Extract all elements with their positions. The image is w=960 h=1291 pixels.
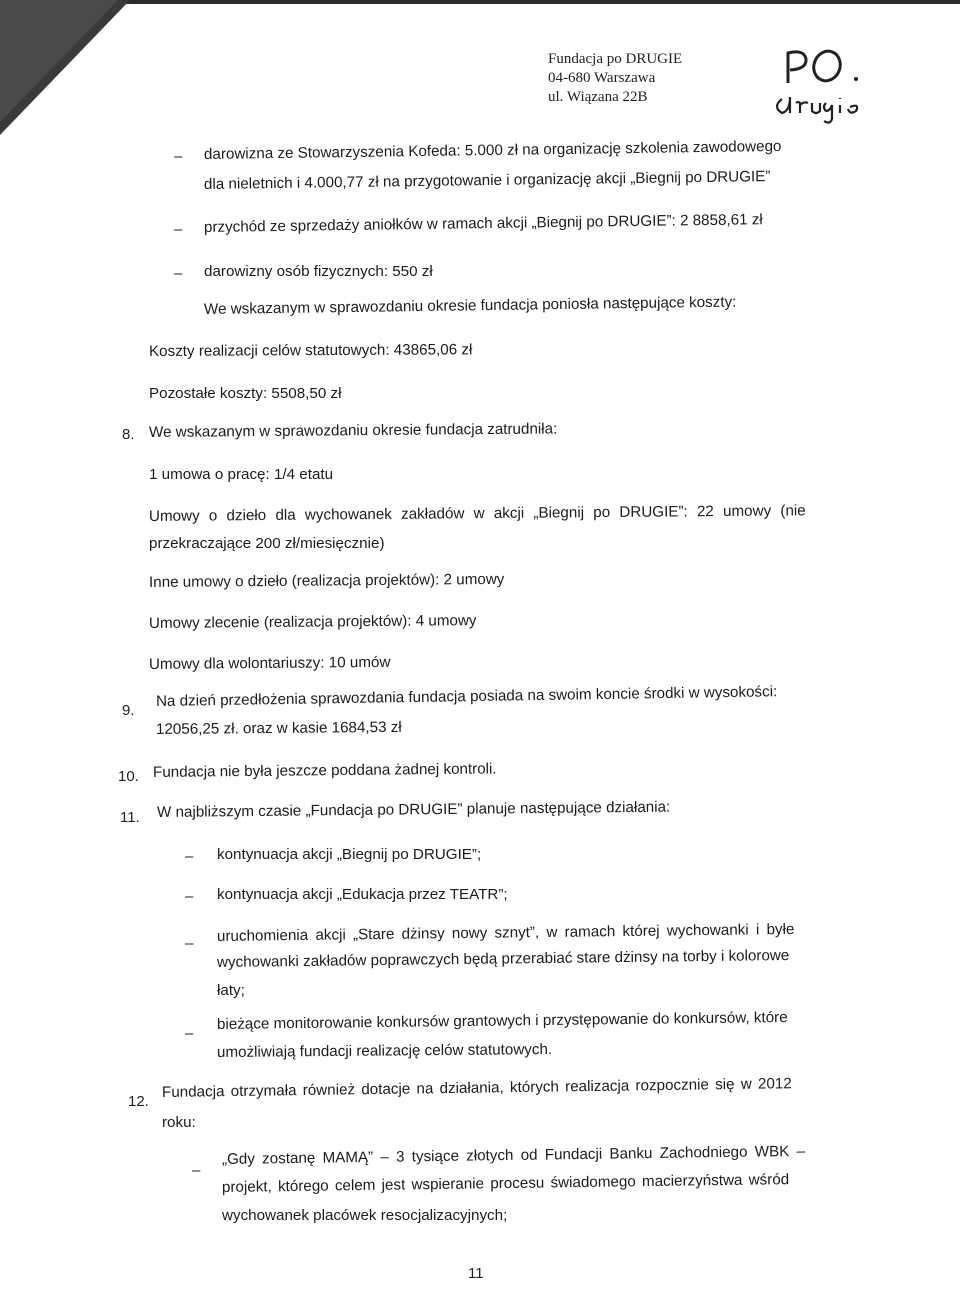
plan-item-4-line-1: bieżące monitorowanie konkursów grantowych i przystępowanie do konkursów, które bbox=[216, 1009, 788, 1033]
org-name: Fundacja po DRUGIE bbox=[548, 51, 683, 67]
section-12-number: 12. bbox=[128, 1093, 149, 1110]
section-9-line-2: 12056,25 zł. oraz w kasie 1684,53 zł bbox=[155, 718, 402, 738]
dash-bullet: – bbox=[185, 935, 194, 952]
org-street: ul. Wiązana 22B bbox=[548, 89, 648, 105]
dash-bullet: – bbox=[174, 265, 183, 282]
section-9-line-1: Na dzień przedłożenia sprawozdania fundacja posiada na swoim koncie środki w wysokości: bbox=[155, 683, 778, 710]
income-item-3: darowizny osób fizycznych: 550 zł bbox=[204, 263, 433, 280]
dash-bullet: – bbox=[185, 888, 194, 905]
dash-bullet: – bbox=[174, 148, 183, 165]
section-8-text: We wskazanym w sprawozdaniu okresie fundacja zatrudniła: bbox=[148, 420, 558, 441]
dash-bullet: – bbox=[185, 1025, 194, 1042]
section-11-number: 11. bbox=[120, 809, 140, 826]
section-10-number: 10. bbox=[118, 768, 139, 785]
po-drugie-logo bbox=[770, 45, 890, 130]
work-contracts-line-1: Umowy o dzieło dla wychowanek zakładów w akcji „Biegnij po DRUGIE”: 22 umowy (nie bbox=[148, 502, 806, 525]
org-postal: 04-680 Warszawa bbox=[548, 70, 656, 86]
work-contracts-line-2: przekraczające 200 zł/miesięcznie) bbox=[149, 535, 385, 552]
grant-item-line-2: projekt, którego celem jest wspieranie procesu świadomego macierzyństwa wśród bbox=[221, 1171, 790, 1196]
letterhead bbox=[548, 50, 682, 107]
income-item-1-line-2: dla nieletnich i 4.000,77 zł na przygotowanie i organizację akcji „Biegnij po DRUGIE” bbox=[203, 168, 771, 193]
costs-intro: We wskazanym w sprawozdaniu okresie fundacja poniosła następujące koszty: bbox=[203, 293, 737, 318]
costs-other: Pozostałe koszty: 5508,50 zł bbox=[149, 385, 342, 402]
plan-item-3-line-2: wychowanki zakładów poprawczych będą przerabiać stare dżinsy na torby i kolorowe bbox=[216, 947, 790, 971]
plan-item-3-line-1: uruchomienia akcji „Stare dżinsy nowy sznyt”, w ramach której wychowanki i byłe bbox=[216, 920, 795, 945]
mandate-contracts: Umowy zlecenie (realizacja projektów): 4 umowy bbox=[148, 612, 477, 632]
grant-item-line-1: „Gdy zostanę MAMĄ” – 3 tysiące złotych od Fundacji Banku Zachodniego WBK – bbox=[221, 1142, 806, 1168]
section-12-line-2: roku: bbox=[162, 1114, 196, 1131]
page-number: 11 bbox=[468, 1265, 484, 1282]
section-8-number: 8. bbox=[122, 426, 135, 443]
scan-top-edge bbox=[0, 0, 960, 4]
section-10-text: Fundacja nie była jeszcze poddana żadnej kontroli. bbox=[152, 760, 497, 781]
plan-item-1: kontynuacja akcji „Biegnij po DRUGIE”; bbox=[217, 846, 482, 863]
section-9-number: 9. bbox=[122, 702, 135, 719]
dash-bullet: – bbox=[192, 1162, 201, 1179]
plan-item-4-line-2: umożliwiają fundacji realizację celów statutowych. bbox=[216, 1041, 553, 1061]
other-work-contracts: Inne umowy o dzieło (realizacja projektów): 2 umowy bbox=[148, 570, 505, 591]
income-item-2: przychód ze sprzedaży aniołków w ramach akcji „Biegnij po DRUGIE”: 2 8858,61 zł bbox=[203, 211, 763, 236]
dash-bullet: – bbox=[174, 221, 183, 238]
section-12-line-1: Fundacja otrzymała również dotacje na działania, których realizacja rozpocznie się w 2012 bbox=[161, 1075, 792, 1101]
employment-contract: 1 umowa o pracę: 1/4 etatu bbox=[149, 466, 334, 483]
income-item-1-line-1: darowizna ze Stowarzyszenia Kofeda: 5.000 zł na organizację szkolenia zawodowego bbox=[203, 137, 782, 163]
volunteer-contracts: Umowy dla wolontariuszy: 10 umów bbox=[148, 653, 391, 673]
plan-item-3-line-3: łaty; bbox=[217, 982, 245, 999]
folded-corner-shadow bbox=[0, 0, 130, 135]
dash-bullet: – bbox=[185, 848, 194, 865]
section-11-text: W najbliższym czasie „Fundacja po DRUGIE” planuje następujące działania: bbox=[156, 798, 671, 821]
grant-item-line-3: wychowanek placówek resocjalizacyjnych; bbox=[222, 1207, 508, 1224]
costs-statutory: Koszty realizacji celów statutowych: 43865,06 zł bbox=[148, 341, 473, 360]
plan-item-2: kontynuacja akcji „Edukacja przez TEATR”; bbox=[217, 886, 508, 903]
